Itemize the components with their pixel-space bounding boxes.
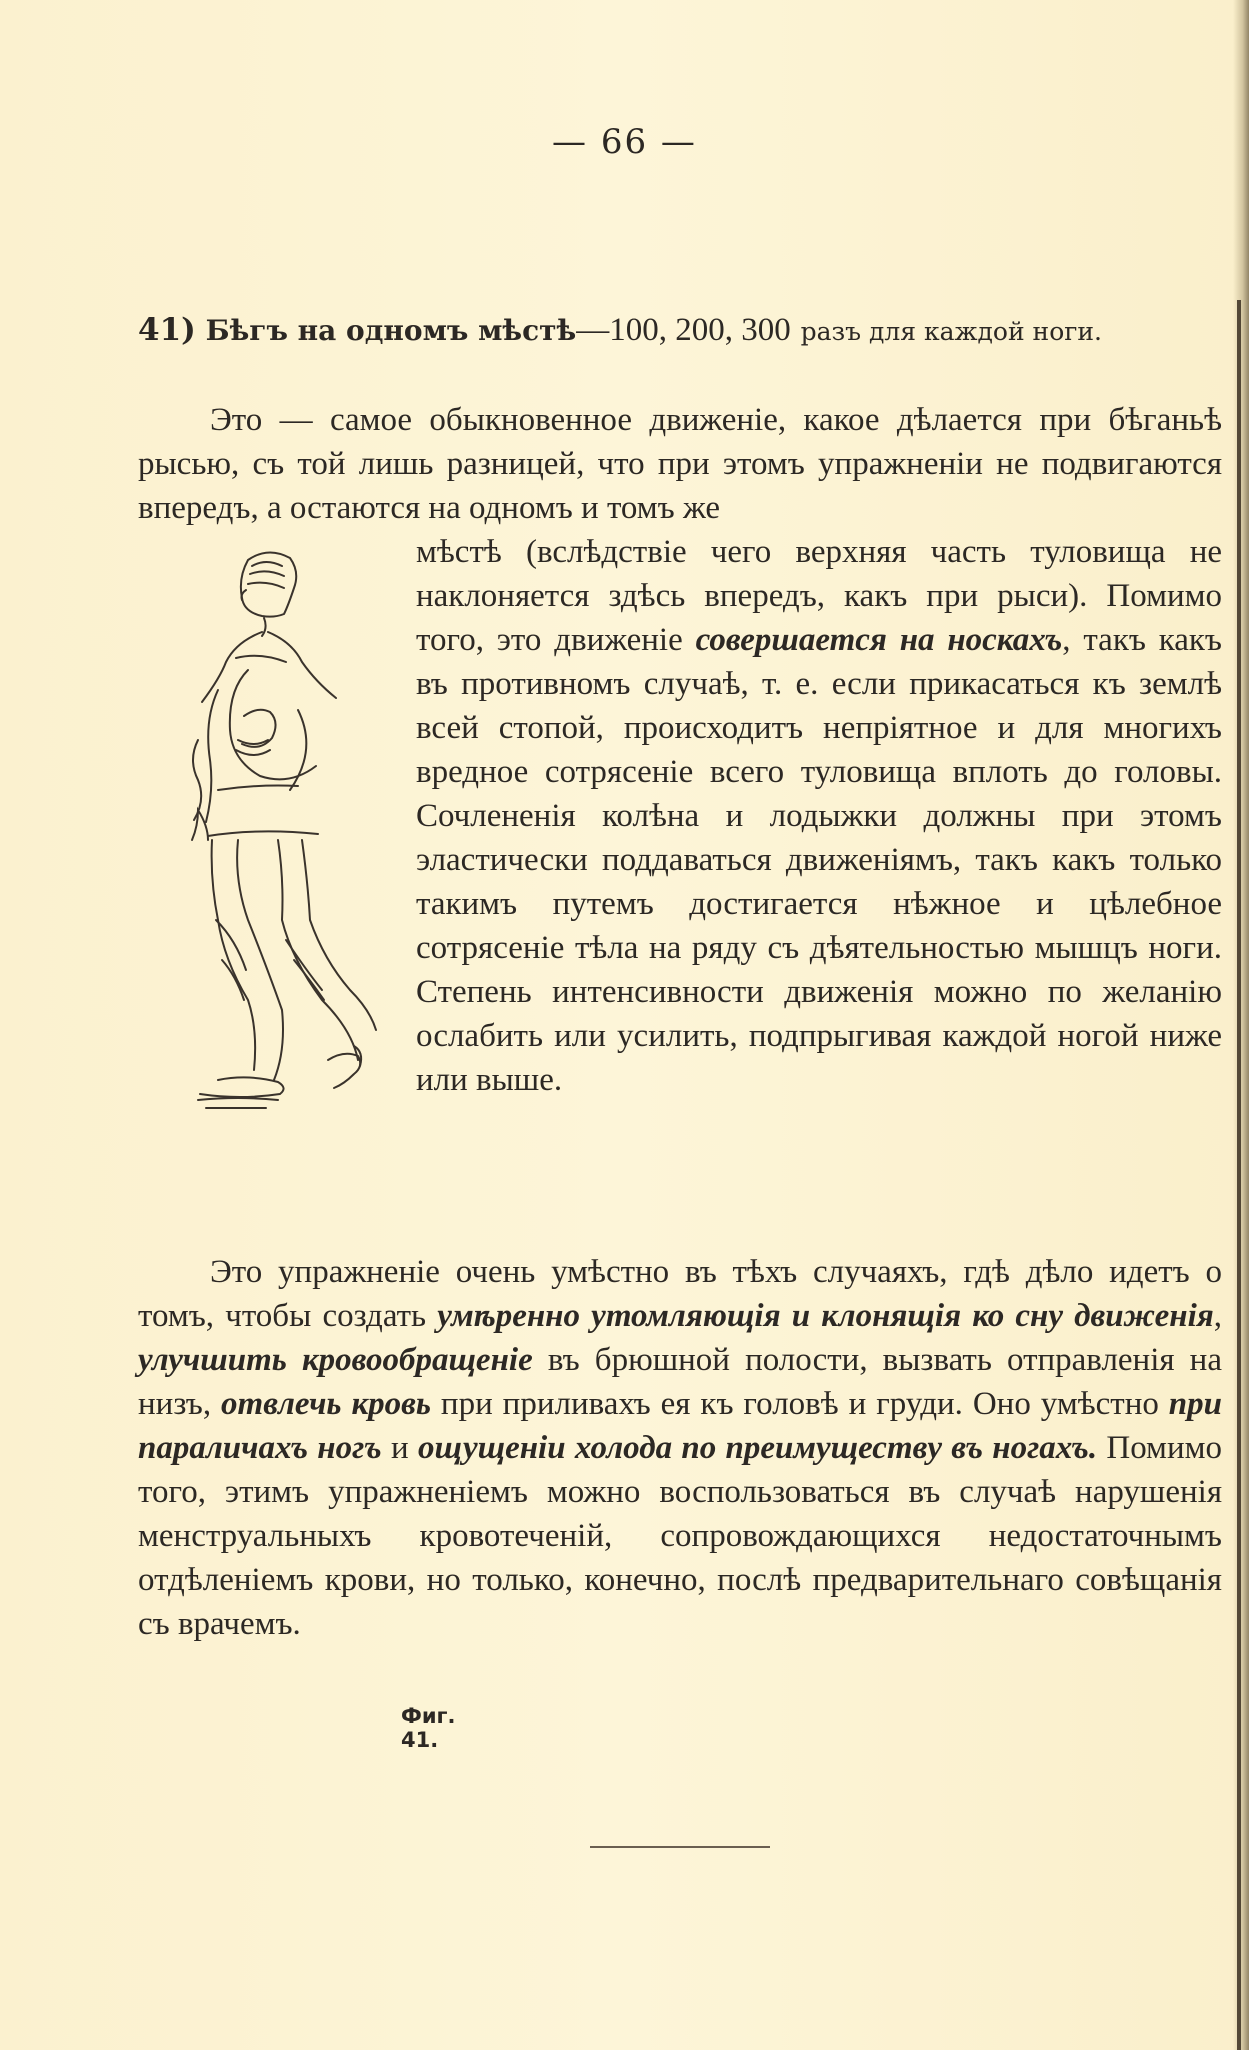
emphasis-divert-blood: отвлечь кровь [221, 1386, 431, 1422]
running-figure-illustration [178, 540, 408, 1140]
paragraph-indications-text-6: Помимо того, этимъ упражненіемъ можно воспользоваться въ случаѣ нарушенія менструальныхъ кровотеченій, сопровождающихся недостаточнымъ отдѣленіемъ крови, но только, конечно, послѣ предварительнаго совѣщанія съ врачемъ. [138, 1430, 1222, 1642]
paragraph-beside-figure-text-2: , такъ какъ въ противномъ случаѣ, т. е. если прикасаться къ землѣ всей стопой, происходитъ непріятное и для многихъ вредное сотрясеніе всего туловища вплоть до головы. Сочлененія колѣна и лодыжки должны при этомъ эластически поддаваться движеніямъ, такъ какъ только такимъ путемъ достигается нѣжное и цѣлебное сотрясеніе тѣла на ряду съ дѣятельностью мышцъ ноги. Степень интенсивности движенія можно по желанію ослабить или усилить, подпрыгивая каждой ногой ниже или выше. [416, 622, 1222, 1098]
paragraph-indications-text-1: Это упражненіе очень умѣстно въ тѣхъ случаяхъ, гдѣ дѣло идетъ о томъ, чтобы создать [138, 1254, 1222, 1334]
emphasis-sleep-movements: умѣренно утомляющія и клонящія ко сну движенія [437, 1298, 1214, 1334]
paragraph-intro: Это — самое обыкновенное движеніе, какое дѣлается при бѣганьѣ рысью, съ той лишь разницей, что при этомъ упражненіи не подвигаются впередъ, а остаются на одномъ и томъ же [138, 402, 1222, 526]
exercise-suffix: разъ для каждой ноги. [800, 317, 1102, 346]
emphasis-on-toes: совершается на носкахъ [695, 622, 1063, 658]
paragraph-indications [138, 1250, 1222, 1646]
emphasis-circulation: улучшить кровообращеніе [138, 1342, 533, 1378]
page-number: — 66 — [552, 122, 697, 162]
section-divider-rule [590, 1846, 770, 1848]
paragraph-indications-text-5: и [381, 1430, 418, 1466]
page-edge-line [1237, 300, 1241, 2050]
exercise-number: 41) [138, 312, 196, 348]
emphasis-leg-paralysis: при параличахъ ногъ [138, 1386, 1223, 1466]
paragraph-beside-figure-text-1: мѣстѣ (вслѣдствіе чего верхняя часть туловища не наклоняется здѣсь впередъ, какъ при рыси). Помимо того, это движеніе [416, 534, 1222, 658]
paragraph-beside-figure [416, 530, 1222, 1102]
paragraph-indications-text-3: въ брюшной полости, вызвать отправленія на низъ, [138, 1342, 1222, 1422]
exercise-title: Бѣгъ на одномъ мѣстѣ [205, 314, 577, 347]
page-edge-shadow [1233, 0, 1249, 2050]
figure-caption: Фиг. 41. [401, 1704, 456, 1752]
paragraph-indications-text-4: при приливахъ ея къ головѣ и груди. Оно умѣстно [431, 1386, 1169, 1422]
exercise-heading [138, 312, 1228, 349]
emphasis-cold-feet: ощущеніи холода по преимуществу въ ногахъ. [417, 1430, 1098, 1466]
exercise-counts: —100, 200, 300 [576, 312, 791, 348]
paragraph-indications-text-2: , [1213, 1298, 1223, 1334]
